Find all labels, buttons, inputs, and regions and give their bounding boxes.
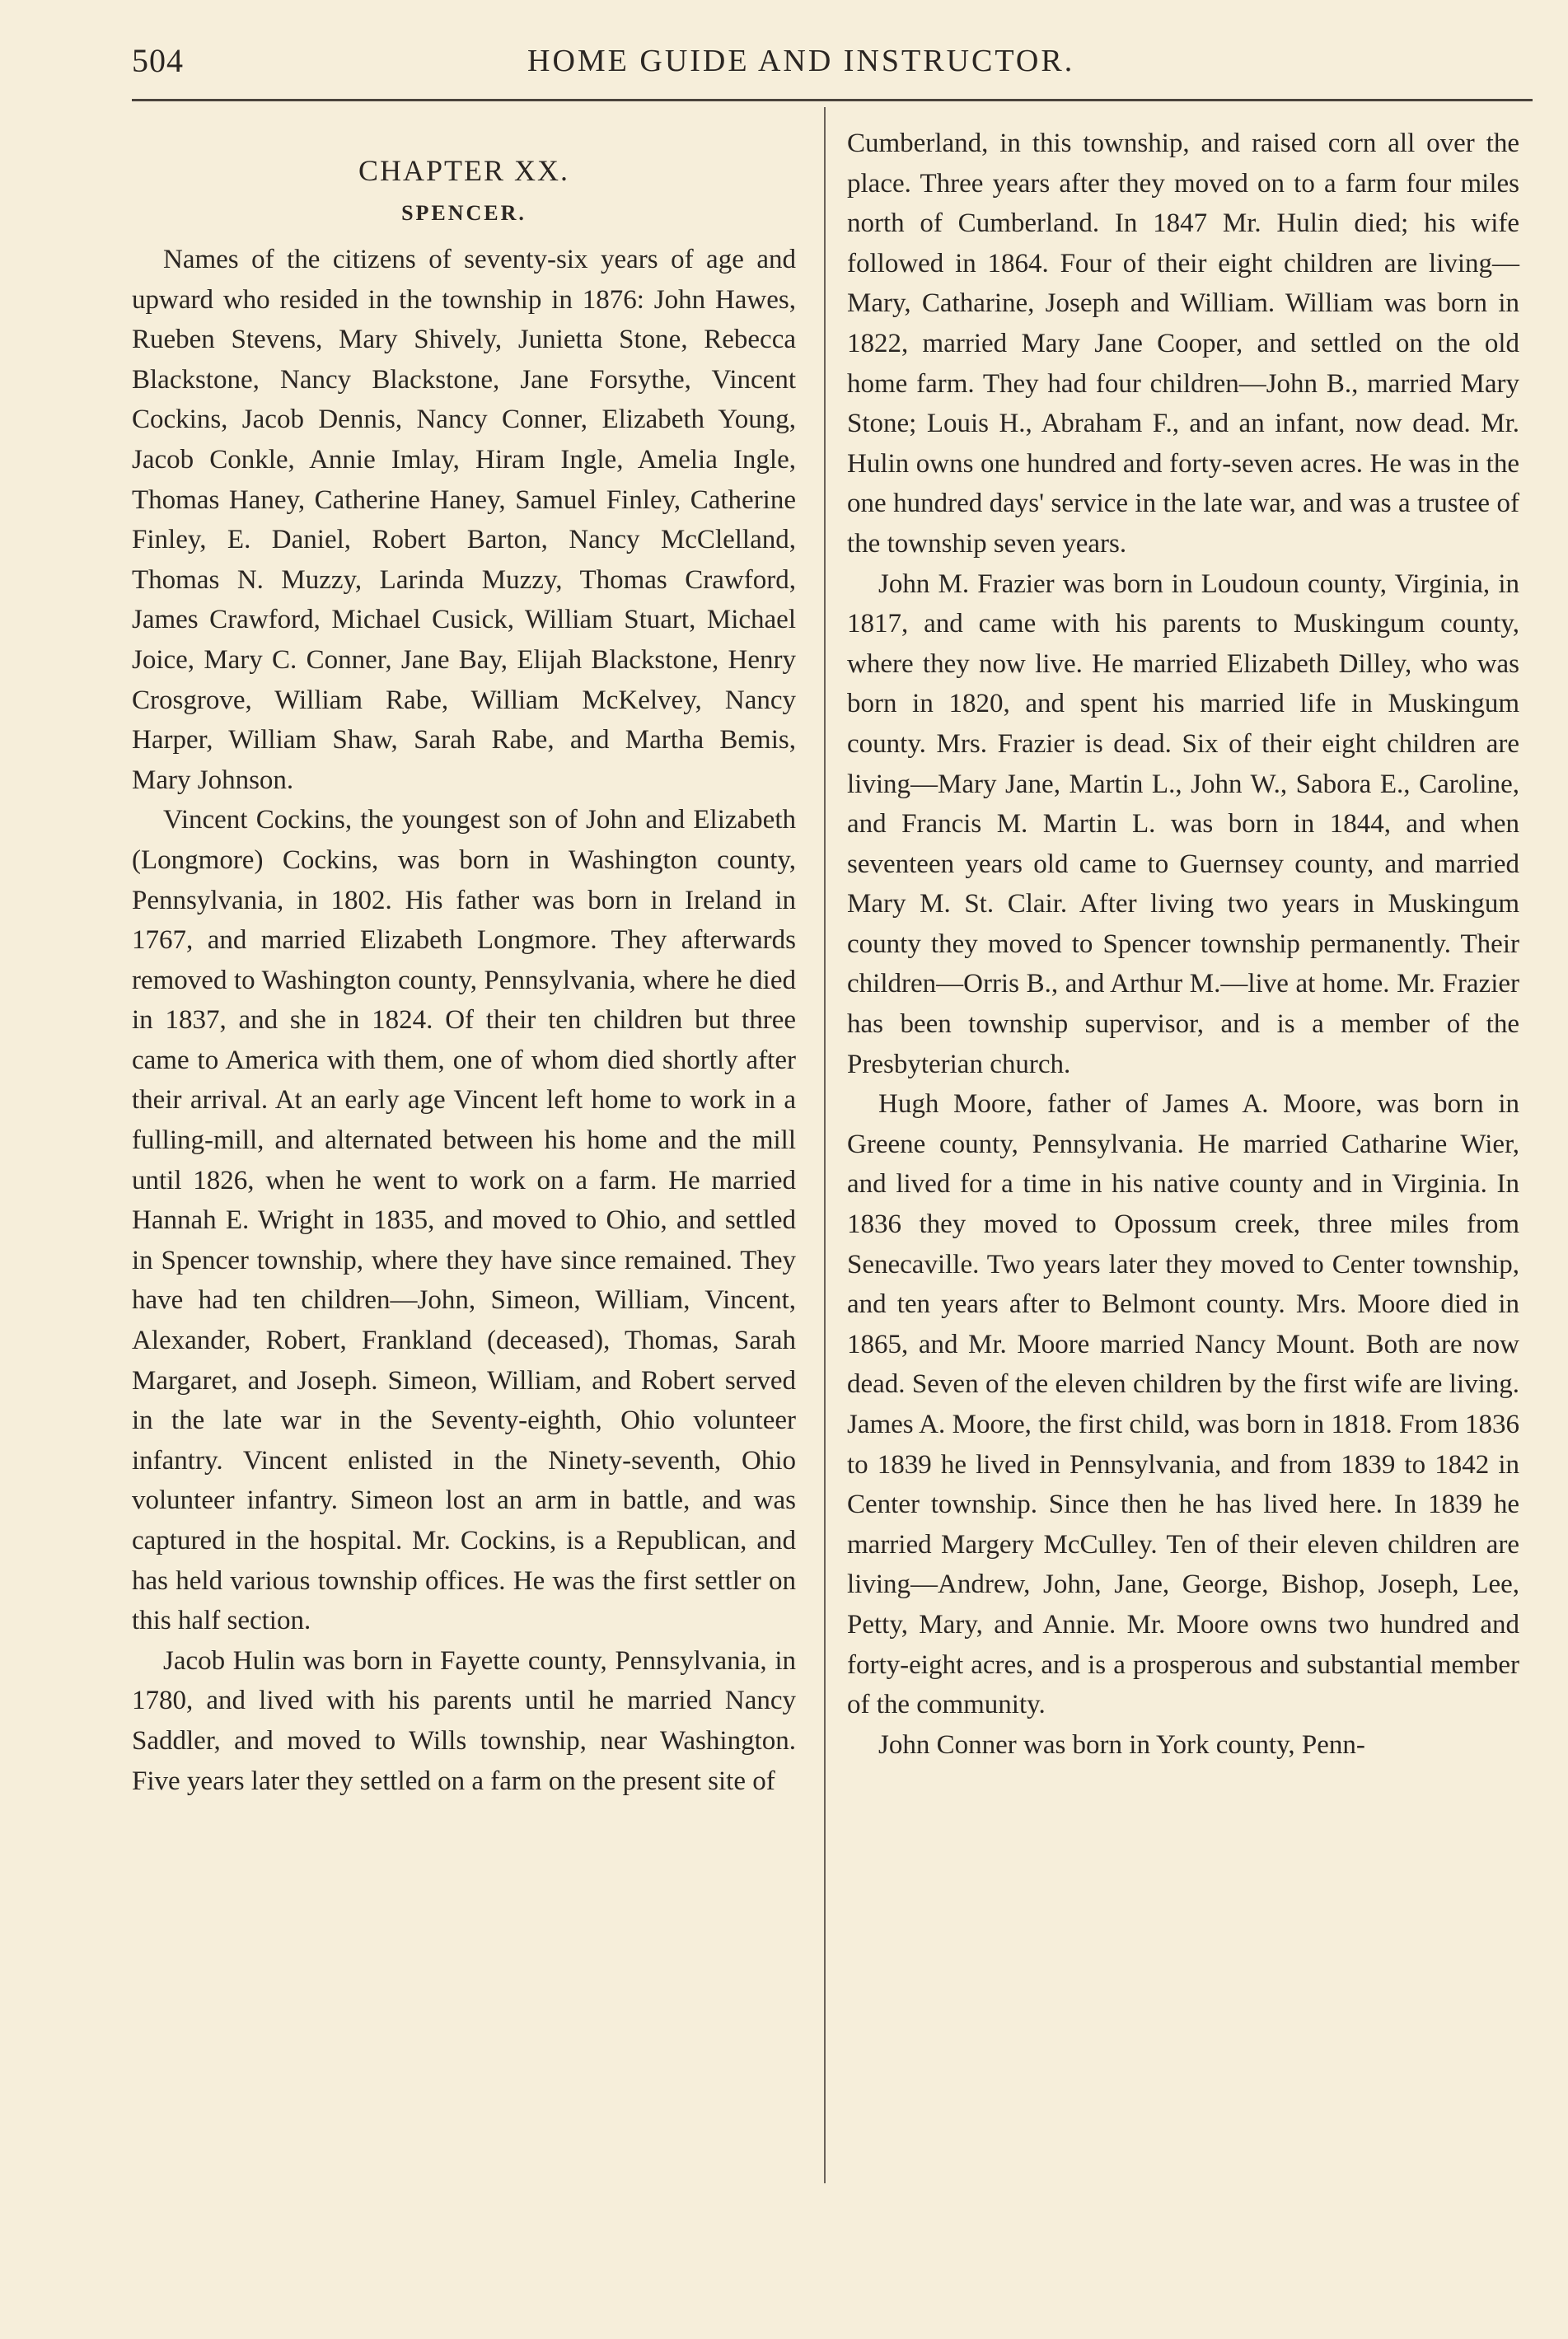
paragraph-jacob-hulin: Jacob Hulin was born in Fayette county, Pennsylvania, in 1780, and lived with his parents until he married Nancy Saddler, and moved to Wills township, near Washington. Five years later they settled on a farm on the present site of	[132, 1645, 796, 1796]
paragraph-john-conner: John Conner was born in York county, Penn-	[878, 1729, 1365, 1760]
paragraph-hulin-continued: Cumberland, in this township, and raised corn all over the place. Three years after they moved on to a farm four miles north of Cumberland. In 1847 Mr. Hulin died; his wife followed in 1864. Four of their eight children are living—Mary, Catharine, Joseph and William. William was born in 1822, married Mary Jane Cooper, and settled on the old home farm. They had four children—John B., married Mary Stone; Louis H., Abraham F., and an infant, now dead. Mr. Hulin owns one hundred and forty-seven acres. He was in the one hundred days' service in the late war, and was a trustee of the township seven years.	[847, 129, 1519, 559]
header-rule	[132, 99, 1533, 101]
section-title: SPENCER.	[401, 201, 527, 225]
page-number: 504	[132, 42, 184, 79]
paragraph-citizens-list: Names of the citizens of seventy-six years of age and upward who resided in the township in 1876: John Hawes, Rueben Stevens, Mary Shively, Junietta Stone, Rebecca Blackstone, Nancy Blackstone, Jane Forsythe, Vincent Cockins, Jacob Dennis, Nancy Conner, Elizabeth Young, Jacob Conkle, Annie Imlay, Hiram Ingle, Amelia Ingle, Thomas Haney, Catherine Haney, Samuel Finley, Catherine Finley, E. Daniel, Robert Barton, Nancy McClelland, Thomas N. Muzzy, Larinda Muzzy, Thomas Crawford, James Crawford, Michael Cusick, William Stuart, Michael Joice, Mary C. Conner, Jane Bay, Elijah Blackstone, Henry Crosgrove, William Rabe, William McKelvey, Nancy Harper, William Shaw, Sarah Rabe, and Martha Bemis, Mary Johnson.	[132, 245, 796, 795]
chapter-title: CHAPTER XX.	[358, 154, 570, 187]
paragraph-hugh-moore: Hugh Moore, father of James A. Moore, was born in Greene county, Pennsylvania. He married Catharine Wier, and lived for a time in his native county and in Virginia. In 1836 they moved to Opossum creek, three miles from Senecaville. Two years later they moved to Center township, and ten years after to Belmont county. Mrs. Moore died in 1865, and Mr. Moore married Nancy Mount. Both are now dead. Seven of the eleven children by the first wife are living. James A. Moore, the first child, was born in 1818. From 1836 to 1839 he lived in Pennsylvania, and from 1839 to 1842 in Center township. Since then he has lived here. In 1839 he married Margery McCulley. Ten of their eleven children are living—Andrew, John, Jane, George, Bishop, Joseph, Lee, Petty, Mary, and Annie. Mr. Moore owns two hundred and forty-eight acres, and is a prosperous and substantial member of the community.	[847, 1089, 1519, 1720]
running-head: HOME GUIDE AND INSTRUCTOR.	[527, 44, 1075, 78]
paragraph-john-frazier: John M. Frazier was born in Loudoun county, Virginia, in 1817, and came with his parents to Muskingum county, where they now live. He married Elizabeth Dilley, who was born in 1820, and spent his married life in Muskingum county. Mrs. Frazier is dead. Six of their eight children are living—Mary Jane, Martin L., John W., Sabora E., Caroline, and Francis M. Martin L. was born in 1844, and when seventeen years old came to Guernsey county, and married Mary M. St. Clair. After living two years in Muskingum county they moved to Spencer township permanently. Their children—Orris B., and Arthur M.—live at home. Mr. Frazier has been township supervisor, and is a member of the Presbyterian church.	[847, 568, 1519, 1079]
paragraph-vincent-cockins: Vincent Cockins, the youngest son of John and Elizabeth (Longmore) Cockins, was born in Washington county, Pennsylvania, in 1802. His father was born in Ireland in 1767, and married Elizabeth Longmore. They afterwards removed to Washington county, Pennsylvania, where he died in 1837, and she in 1824. Of their ten children but three came to America with them, one of whom died shortly after their arrival. At an early age Vincent left home to work in a fulling-mill, and alternated between his home and the mill until 1826, when he went to work on a farm. He married Hannah E. Wright in 1835, and moved to Ohio, and settled in Spencer township, where they have since remained. They have had ten children—John, Simeon, William, Vincent, Alexander, Robert, Frankland (deceased), Thomas, Sarah Margaret, and Joseph. Simeon, William, and Robert served in the late war in the Seventy-eighth, Ohio volunteer infantry. Vincent enlisted in the Ninety-seventh, Ohio volunteer infantry. Simeon lost an arm in battle, and was captured in the hospital. Mr. Cockins, is a Republican, and has held various township offices. He was the first settler on this half section.	[132, 805, 796, 1636]
column-divider	[824, 107, 826, 2183]
left-column	[132, 119, 796, 1801]
right-column	[847, 124, 1519, 1765]
